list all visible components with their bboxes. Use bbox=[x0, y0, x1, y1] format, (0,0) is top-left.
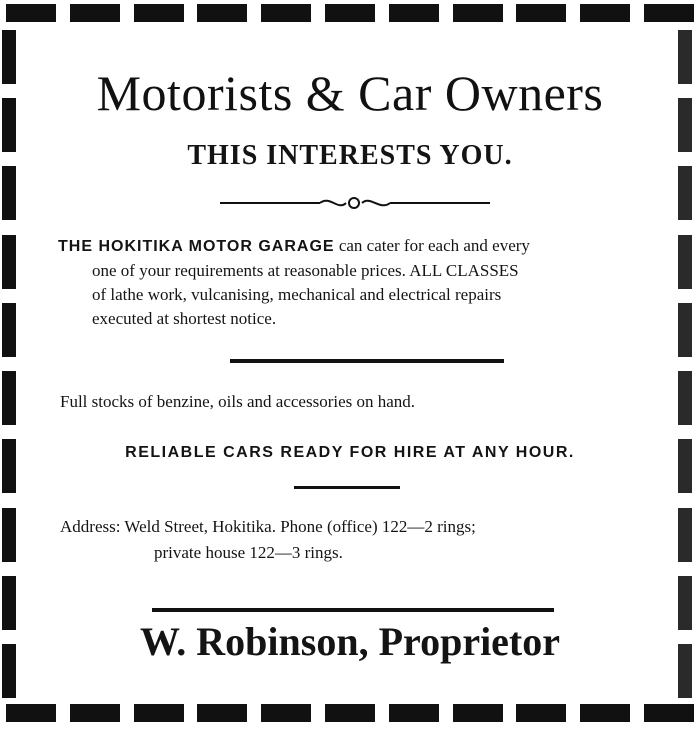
address-line-1: Address: Weld Street, Hokitika. Phone (office) 122—2 rings; bbox=[60, 517, 476, 536]
garage-line-2: one of your requirements at reasonable prices. ALL CLASSES bbox=[92, 261, 519, 280]
divider-rule-1 bbox=[230, 359, 504, 363]
flourish-divider-icon bbox=[220, 192, 490, 214]
garage-line-4: executed at shortest notice. bbox=[92, 309, 277, 328]
advert-body bbox=[24, 24, 676, 704]
hire-text: RELIABLE CARS READY FOR HIRE AT ANY HOUR. bbox=[125, 444, 575, 461]
garage-line-1: can cater for each and every bbox=[334, 236, 530, 255]
garage-name: THE HOKITIKA MOTOR GARAGE bbox=[58, 238, 335, 255]
advert-title: Motorists & Car Owners bbox=[96, 65, 604, 121]
divider-rule-2 bbox=[294, 486, 400, 489]
stock-text: Full stocks of benzine, oils and accessories on hand. bbox=[60, 392, 416, 411]
top-border bbox=[0, 4, 700, 24]
advert-subtitle: THIS INTERESTS YOU. bbox=[187, 140, 513, 171]
left-border bbox=[2, 24, 20, 704]
right-border bbox=[678, 24, 696, 704]
address-line-2: private house 122—3 rings. bbox=[154, 543, 343, 562]
garage-description bbox=[58, 234, 666, 331]
garage-line-3: of lathe work, vulcanising, mechanical and electrical repairs bbox=[92, 285, 502, 304]
proprietor-signature: W. Robinson, Proprietor bbox=[139, 619, 561, 664]
divider-rule-3 bbox=[152, 608, 554, 612]
address-block bbox=[60, 514, 672, 566]
bottom-border bbox=[0, 704, 700, 724]
